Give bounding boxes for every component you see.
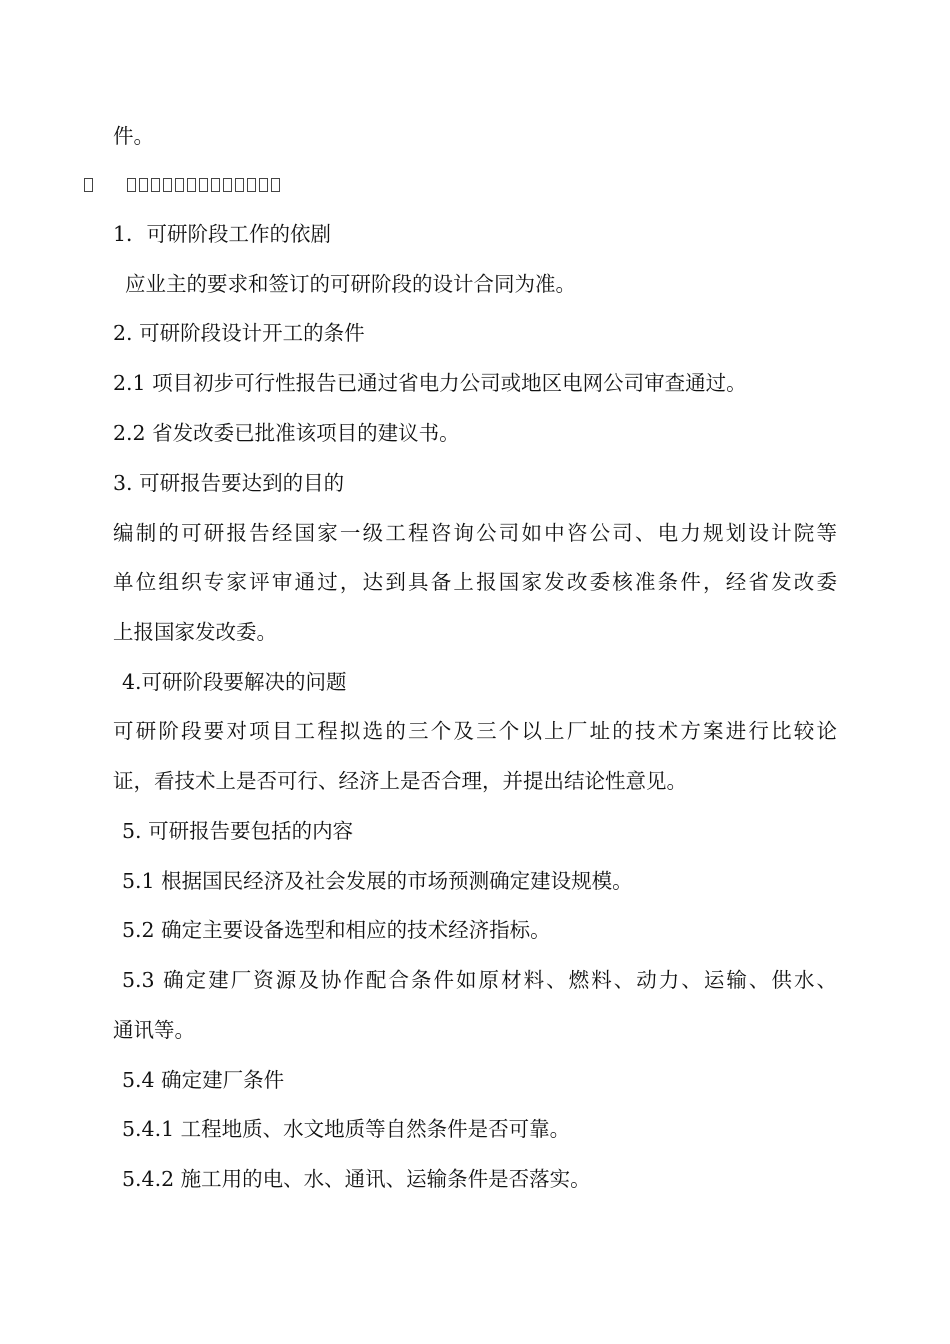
section-heading-3: 3. 可研报告要达到的目的 — [113, 471, 345, 495]
missing-glyph-icon — [127, 178, 136, 192]
section-heading-2: 2. 可研阶段设计开工的条件 — [113, 321, 365, 345]
missing-glyph-icon — [151, 178, 160, 192]
section-heading-1: 1．可研阶段工作的依剧 — [113, 222, 332, 246]
paragraph-line: 编制的可研报告经国家一级工程咨询公司如中咨公司、电力规划设计院等 — [113, 521, 837, 545]
missing-glyph-icon — [163, 178, 172, 192]
missing-glyph-icon — [211, 178, 220, 192]
missing-glyph-icon — [271, 178, 280, 192]
subsection-5-4-1: 5.4.1 工程地质、水文地质等自然条件是否可靠。 — [122, 1117, 571, 1141]
paragraph-line: 通讯等。 — [113, 1018, 195, 1042]
missing-glyph-icon — [259, 178, 268, 192]
subsection-5-4-2: 5.4.2 施工用的电、水、通讯、运输条件是否落实。 — [122, 1167, 591, 1191]
missing-glyph-icon — [139, 178, 148, 192]
paragraph-line: 单位组织专家评审通过，达到具备上报国家发改委核准条件，经省发改委 — [113, 570, 837, 594]
paragraph-line: 上报国家发改委。 — [113, 620, 277, 644]
missing-glyph-icon — [235, 178, 244, 192]
paragraph-line: 证，看技术上是否可行、经济上是否合理，并提出结论性意见。 — [113, 769, 687, 793]
paragraph-line: 可研阶段要对项目工程拟选的三个及三个以上厂址的技术方案进行比较论 — [113, 719, 837, 743]
subsection-2-1: 2.1 项目初步可行性报告已通过省电力公司或地区电网公司审查通过。 — [113, 371, 747, 395]
missing-glyph-heading — [84, 172, 283, 198]
text-line-continuation: 件。 — [113, 124, 154, 148]
section-heading-4: 4.可研阶段要解决的问题 — [122, 670, 347, 694]
subsection-5-1: 5.1 根据国民经济及社会发展的市场预测确定建设规模。 — [122, 869, 633, 893]
missing-glyph-icon — [223, 178, 232, 192]
subsection-5-4: 5.4 确定建厂条件 — [122, 1068, 285, 1092]
missing-glyph-icon — [175, 178, 184, 192]
missing-glyph-bullet-icon — [84, 178, 93, 192]
missing-glyph-icon — [187, 178, 196, 192]
missing-glyph-icon — [247, 178, 256, 192]
section-heading-5: 5. 可研报告要包括的内容 — [122, 819, 354, 843]
missing-glyph-icon — [199, 178, 208, 192]
subsection-5-3: 5.3 确定建厂资源及协作配合条件如原材料、燃料、动力、运输、供水、 — [122, 968, 837, 992]
subsection-5-2: 5.2 确定主要设备选型和相应的技术经济指标。 — [122, 918, 551, 942]
subsection-2-2: 2.2 省发改委已批准该项目的建议书。 — [113, 421, 460, 445]
paragraph-line: 应业主的要求和签订的可研阶段的设计合同为准。 — [125, 272, 576, 296]
